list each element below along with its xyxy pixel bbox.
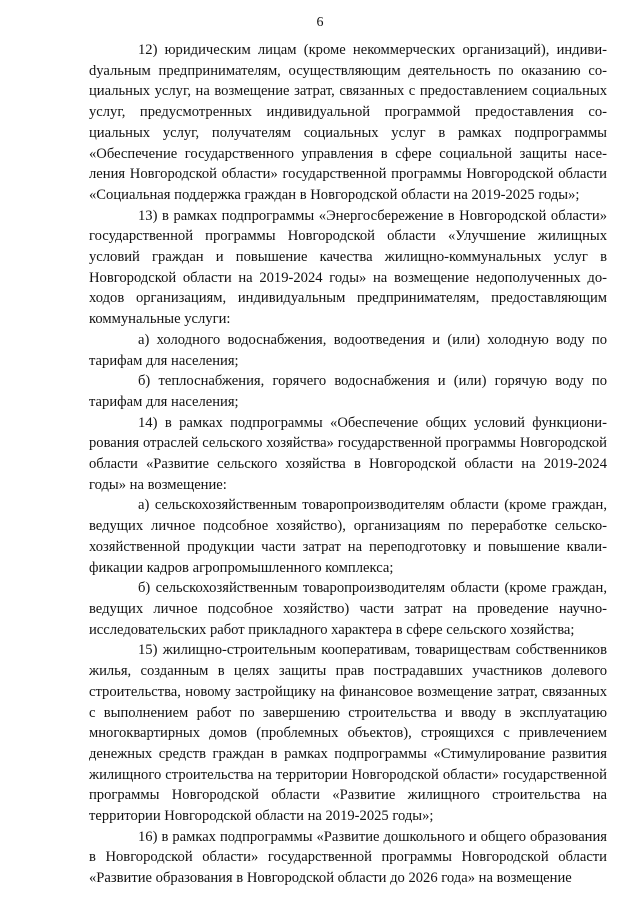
paragraph-item-16: 16) в рамках подпрограммы «Развитие дошкольного и общего образования в Новгородской области» государственной программы Новгородской области «Развитие образования в Новгородской области до 2026 года» на возмещение [89, 828, 607, 887]
paragraph-item-13-a: а) холодного водоснабжения, водоотведения и (или) холодную воду по тарифам для населения; [89, 331, 607, 369]
paragraph-item-13-b: б) теплоснабжения, горячего водоснабжения и (или) горячую воду по тарифам для населения; [89, 373, 607, 410]
paragraph-item-15: 15) жилищно-строительным кооперативам, товариществам собственников жилья, созданным в целях защиты прав пострадавших участников долевого строительства, новому застройщику на финансовое возмещение затрат, связанных с выполнением работ по завершению строительства и вводу в эксплуатацию многоквартирных домов (проблемных объектов), строящихся с привлечением денежных средств граждан в рамках подпрограммы «Стимулирование развития жилищного строительства на территории Новгородской области» государственной программы Новгородской области «Развитие жилищного строительства на территории Новгородской области на 2019-2025 годы»; [89, 642, 607, 825]
paragraph-item-13: 13) в рамках подпрограммы «Энергосбережение в Новгородской области» государственной программы Новгородской области «Улучшение жилищных условий граждан и повышение качества жилищно-коммунальных услуг в Новгородской области на 2019-2024 годы» на возмещение недополученных доходов организациям, индивидуальным предпринимателям, предоставляющим коммунальные услуги: [89, 207, 607, 328]
paragraph-item-14: 14) в рамках подпрограммы «Обеспечение общих условий функционирования отраслей сельского хозяйства» государственной программы Новгородской области «Развитие сельского хозяйства в Новгородской области на 2019-2024 годы» на возмещение: [89, 414, 607, 493]
paragraph-item-14-b: б) сельскохозяйственным товаропроизводителям области (кроме граждан, ведущих личное подсобное хозяйство) части затрат на проведение научно-исследовательских работ прикладного характера в сфере сельского хозяйства; [89, 580, 607, 638]
page-number: 6 [316, 15, 324, 30]
paragraph-item-12: 12) юридическим лицам (кроме некоммерческих организаций), индивиdуальным предпринимателям, осуществляющим деятельность по оказанию социальных услуг, на возмещение затрат, связанных с предоставлением социальных услуг, предусмотренных индивидуальной программой предоставления социальных услуг, получателям социальных услуг в рамках подпрограммы «Обеспечение государственного управления в сфере социальной защиты населения Новгородской области» государственной программы Новгородской области «Социальная поддержка граждан в Новгородской области на 2019-2025 годы»; [89, 42, 607, 203]
paragraph-item-14-a: а) сельскохозяйственным товаропроизводителям области (кроме граждан, ведущих личное подсобное хозяйство), организациям по переработке сельскохозяйственной продукции части затрат на переподготовку и повышение квалификации кадров агропромышленного комплекса; [89, 497, 607, 576]
document-body [89, 40, 607, 889]
